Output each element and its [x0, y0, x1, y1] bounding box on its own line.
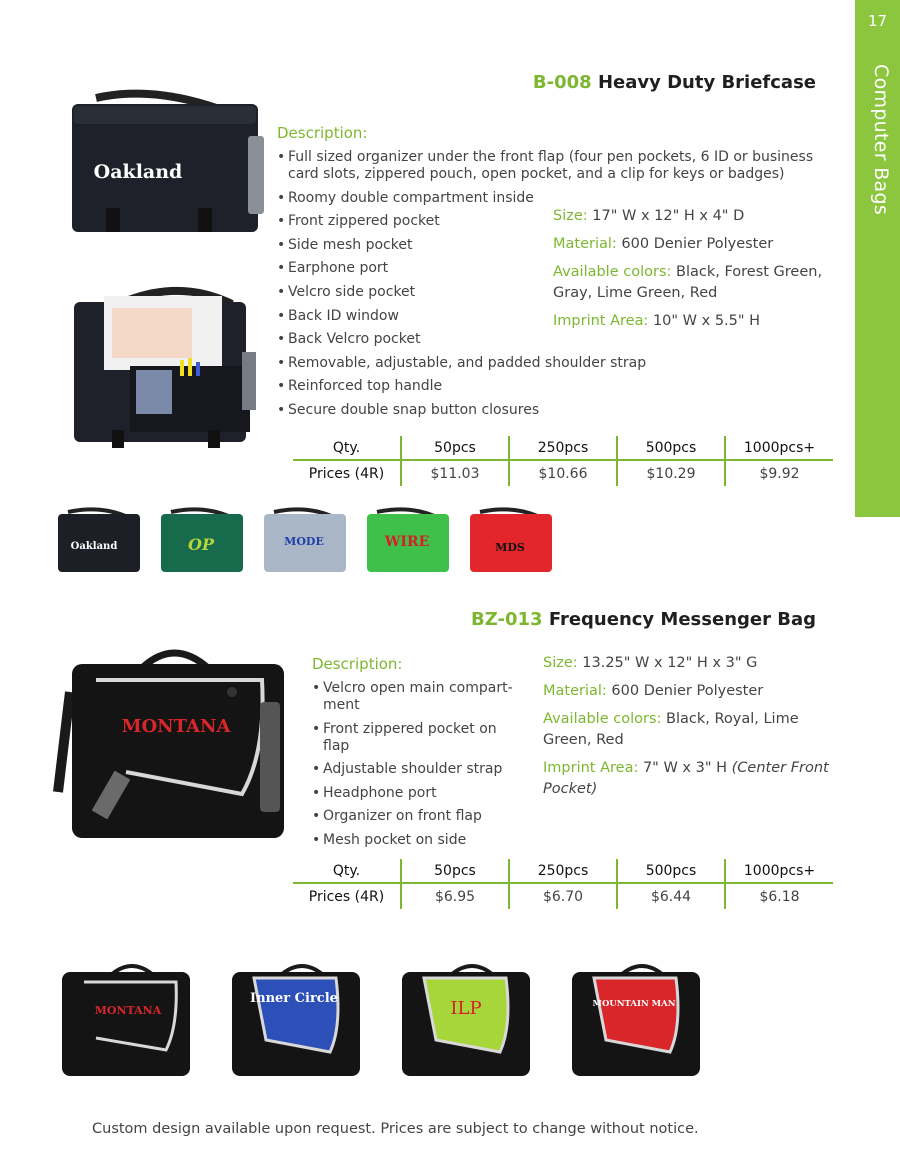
- feature-item: • Removable, adjustable, and padded shoulder strap: [277, 355, 837, 372]
- footer-note: Custom design available upon request. Prices are subject to change without notice.: [92, 1121, 699, 1137]
- feature-item: • Back ID window: [277, 308, 837, 325]
- spec-imprint: Imprint Area: 10" W x 5.5" H: [553, 313, 761, 329]
- svg-text:Oakland: Oakland: [70, 541, 118, 552]
- spec-block: [543, 653, 843, 807]
- spec-material: Material: 600 Denier Polyester: [553, 236, 774, 252]
- variant-bag: [260, 506, 352, 576]
- description-label: Description:: [312, 655, 403, 673]
- briefcase-open-image: [62, 274, 262, 452]
- feature-item: • Reinforced top handle: [277, 378, 837, 395]
- briefcase-closed-image: [66, 84, 271, 240]
- hero-logo: MONTANA: [121, 716, 231, 737]
- qty-cell: 500pcs: [617, 859, 725, 883]
- feature-item: • Velcro open main compart- ment: [312, 680, 522, 714]
- price-row-label: Prices (4R): [308, 465, 385, 482]
- description-label: Description:: [277, 124, 368, 142]
- svg-text:MODE: MODE: [284, 535, 324, 548]
- price-cell: $10.66: [509, 460, 617, 486]
- svg-text:ILP: ILP: [450, 998, 482, 1019]
- feature-item: • Side mesh pocket: [277, 237, 837, 254]
- price-cell: $10.29: [617, 460, 725, 486]
- page-number: 17: [867, 12, 888, 30]
- product-name: Heavy Duty Briefcase: [597, 72, 816, 93]
- variant-bag: [566, 960, 706, 1078]
- section-title: Computer Bags: [870, 64, 892, 216]
- qty-cell: 500pcs: [617, 436, 725, 460]
- feature-list: [312, 680, 522, 856]
- product-code: BZ-013: [471, 609, 543, 630]
- qty-cell: 50pcs: [401, 436, 509, 460]
- spec-size: Size: 13.25" W x 12" H x 3" G: [543, 655, 758, 671]
- feature-item: • Organizer on front flap: [312, 808, 522, 825]
- spec-colors: Available colors: Black, Forest Green, Gray, Lime Green, Red: [553, 264, 823, 301]
- variant-bag: [466, 506, 558, 576]
- svg-text:OP: OP: [188, 535, 214, 554]
- variant-bag: [363, 506, 455, 576]
- color-variants: [56, 960, 696, 1080]
- imprint-note: (Center Front Pocket): [543, 760, 829, 797]
- variant-bag: [54, 506, 146, 576]
- qty-label: Qty.: [293, 859, 401, 883]
- feature-item: • Roomy double compartment inside: [277, 190, 837, 207]
- feature-item: • Front zippered pocket on flap: [312, 721, 522, 755]
- feature-item: • Secure double snap button closures: [277, 402, 837, 419]
- feature-item: • Earphone port: [277, 260, 837, 277]
- color-variants: [54, 506, 564, 578]
- svg-text:Inner Circle: Inner Circle: [250, 991, 338, 1006]
- price-cell: $6.95: [401, 883, 509, 909]
- messenger-bag-image: [52, 642, 292, 842]
- spec-size: Size: 17" W x 12" H x 4" D: [553, 208, 745, 224]
- svg-text:MONTANA: MONTANA: [94, 1004, 162, 1017]
- spec-imprint: Imprint Area: 7" W x 3" H (Center Front Pocket): [543, 760, 829, 797]
- price-table: [293, 859, 833, 909]
- feature-item: • Full sized organizer under the front flap (four pen pockets, 6 ID or business card slots, zippered pouch, open pocket, and a clip for keys or badges): [277, 149, 828, 183]
- qty-cell: 1000pcs+: [725, 436, 833, 460]
- variant-bag: [226, 960, 366, 1078]
- feature-item: • Back Velcro pocket: [277, 331, 837, 348]
- variant-bag: [396, 960, 536, 1078]
- feature-item: • Headphone port: [312, 785, 522, 802]
- price-table: [293, 436, 833, 486]
- svg-text:WIRE: WIRE: [384, 534, 430, 550]
- spec-material: Material: 600 Denier Polyester: [543, 683, 764, 699]
- svg-text:MOUNTAIN MAN: MOUNTAIN MAN: [592, 999, 676, 1009]
- qty-label: Qty.: [293, 436, 401, 460]
- price-cell: $6.18: [725, 883, 833, 909]
- qty-cell: 250pcs: [509, 859, 617, 883]
- feature-item: • Velcro side pocket: [277, 284, 837, 301]
- product-title: [471, 609, 816, 630]
- hero-logo: Oakland: [93, 161, 183, 183]
- price-cell: $6.44: [617, 883, 725, 909]
- feature-item: • Front zippered pocket: [277, 213, 837, 230]
- spec-block: [553, 206, 849, 339]
- variant-bag: [157, 506, 249, 576]
- feature-item: • Adjustable shoulder strap: [312, 761, 522, 778]
- feature-item: • Mesh pocket on side: [312, 832, 522, 849]
- product-name: Frequency Messenger Bag: [548, 609, 816, 630]
- svg-text:MDS: MDS: [495, 541, 525, 554]
- product-title: [533, 72, 816, 93]
- variant-bag: [56, 960, 196, 1078]
- qty-cell: 250pcs: [509, 436, 617, 460]
- price-row-label: Prices (4R): [308, 888, 385, 905]
- product-code: B-008: [532, 72, 592, 93]
- qty-cell: 1000pcs+: [725, 859, 833, 883]
- price-cell: $6.70: [509, 883, 617, 909]
- qty-cell: 50pcs: [401, 859, 509, 883]
- spec-colors: Available colors: Black, Royal, Lime Green, Red: [543, 711, 799, 748]
- price-cell: $11.03: [401, 460, 509, 486]
- price-cell: $9.92: [725, 460, 833, 486]
